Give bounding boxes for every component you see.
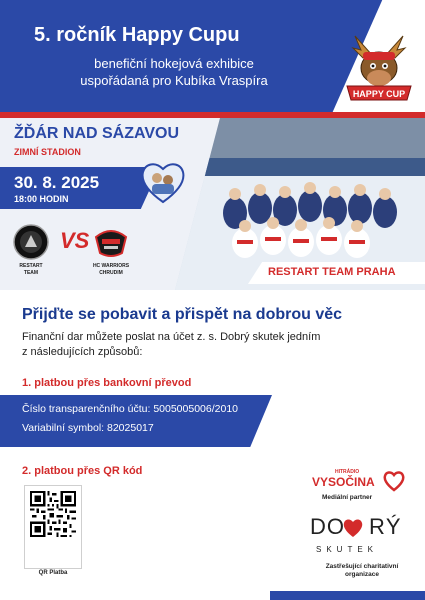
radio-role: Mediální partner	[322, 494, 373, 501]
event-time: 18:00 HODIN	[14, 194, 69, 204]
happy-cup-logo-text: HAPPY CUP	[352, 89, 406, 99]
event-city: ŽĎÁR NAD SÁZAVOU	[14, 125, 180, 142]
versus-label: VS	[60, 228, 90, 253]
charity-role-line-2: organizace	[345, 571, 379, 578]
subtitle-line-2: uspořádaná pro Kubíka Vraspíra	[80, 73, 268, 88]
payment-option-bank: 1. platbou přes bankovní převod	[22, 377, 192, 389]
account-number: Číslo transparenčního účtu: 5005005006/2010	[22, 403, 238, 415]
qr-label: QR Platba	[38, 570, 68, 576]
qr-code[interactable]	[30, 491, 76, 537]
donation-intro-line-1: Finanční dar můžete poslat na účet z. s. Dobrý skutek jedním	[22, 331, 321, 343]
dobry-skutek-subtitle: SKUTEK	[316, 545, 379, 554]
dobry-logo-left: DO	[310, 514, 345, 539]
home-team-line-2: TEAM	[23, 270, 39, 276]
subtitle-line-1: benefiční hokejová exhibice	[94, 56, 254, 71]
away-team-name	[76, 263, 146, 277]
donation-intro	[22, 330, 402, 360]
event-subtitle	[34, 55, 314, 89]
heart-photo-frame	[140, 160, 186, 204]
radio-brand-name: VYSOČINA	[312, 475, 375, 489]
photo-caption: RESTART TEAM PRAHA	[268, 266, 396, 278]
charity-role-line-1: Zastřešující charitativní	[325, 563, 399, 570]
restart-team-logo	[12, 223, 50, 261]
variable-symbol: Variabilní symbol: 82025017	[22, 422, 154, 434]
bottom-accent-bar	[270, 591, 425, 600]
away-team-line-2: CHRUDIM	[99, 270, 123, 276]
home-team-line-1: RESTART	[19, 263, 43, 269]
home-team-name	[0, 263, 66, 277]
radio-brand-small: HITRÁDIO	[335, 469, 360, 475]
donation-headline: Přijďte se pobavit a přispět na dobrou věc	[22, 306, 343, 323]
heart-logo-icon	[342, 518, 364, 538]
event-venue: ZIMNÍ STADION	[14, 147, 81, 157]
payment-option-qr: 2. platbou přes QR kód	[22, 465, 143, 477]
dobry-logo-right: RÝ	[369, 514, 402, 539]
donation-intro-line-2: z následujících způsobů:	[22, 346, 143, 358]
hc-warriors-logo	[92, 223, 130, 261]
away-team-line-1: HC WARRIORS	[92, 263, 130, 269]
charity-role	[310, 563, 414, 579]
event-title: 5. ročník Happy Cupu	[34, 24, 240, 46]
heart-icon	[383, 470, 405, 492]
event-date: 30. 8. 2025	[14, 173, 100, 192]
happy-cup-logo	[343, 28, 415, 108]
